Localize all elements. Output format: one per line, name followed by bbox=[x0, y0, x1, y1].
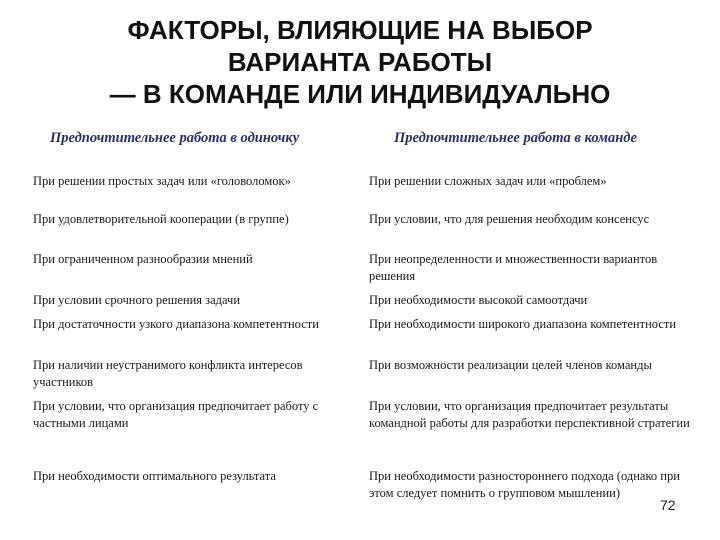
title-line-2: ВАРИАНТА РАБОТЫ bbox=[227, 47, 493, 77]
row-alone-cell: При условии, что организация предпочитает работу с частными лицами bbox=[33, 399, 319, 430]
row-team-cell: При возможности реализации целей членов команды bbox=[369, 358, 652, 372]
row-team-cell: При решении сложных задач или «проблем» bbox=[369, 174, 607, 188]
title-line-3: — В КОМАНДЕ ИЛИ ИНДИВИДУАЛЬНО bbox=[109, 79, 611, 109]
row-alone-cell: При удовлетворительной кооперации (в группе) bbox=[33, 212, 289, 226]
row-alone-cell: При ограниченном разнообразии мнений bbox=[33, 252, 253, 266]
title-line-1: ФАКТОРЫ, ВЛИЯЮЩИЕ НА ВЫБОР bbox=[127, 15, 593, 45]
column-header-team: Предпочтительнее работа в команде bbox=[394, 130, 637, 146]
row-team-cell: При необходимости высокой самоотдачи bbox=[369, 293, 588, 307]
column-header-alone: Предпочтительнее работа в одиночку bbox=[50, 130, 300, 146]
row-alone-cell: При необходимости оптимального результата bbox=[33, 469, 276, 483]
row-team-cell: При необходимости разностороннего подхода (однако при этом следует помнить о групповом мышлении) bbox=[369, 469, 680, 500]
row-alone-cell: При условии срочного решения задачи bbox=[33, 293, 241, 307]
row-team-cell: При условии, что для решения необходим консенсус bbox=[369, 212, 650, 226]
row-team-cell: При необходимости широкого диапазона компетентности bbox=[369, 317, 677, 331]
row-team-cell: При неопределенности и множественности вариантов решения bbox=[369, 252, 658, 283]
row-alone-cell: При наличии неустранимого конфликта интересов участников bbox=[33, 358, 303, 389]
row-team-cell: При условии, что организация предпочитает результаты командной работы для разработки перспективной стратегии bbox=[369, 399, 690, 430]
page-title bbox=[0, 14, 720, 110]
page-number: 72 bbox=[660, 497, 676, 513]
row-alone-cell: При решении простых задач или «головоломок» bbox=[33, 174, 291, 188]
row-alone-cell: При достаточности узкого диапазона компетентности bbox=[33, 317, 319, 331]
